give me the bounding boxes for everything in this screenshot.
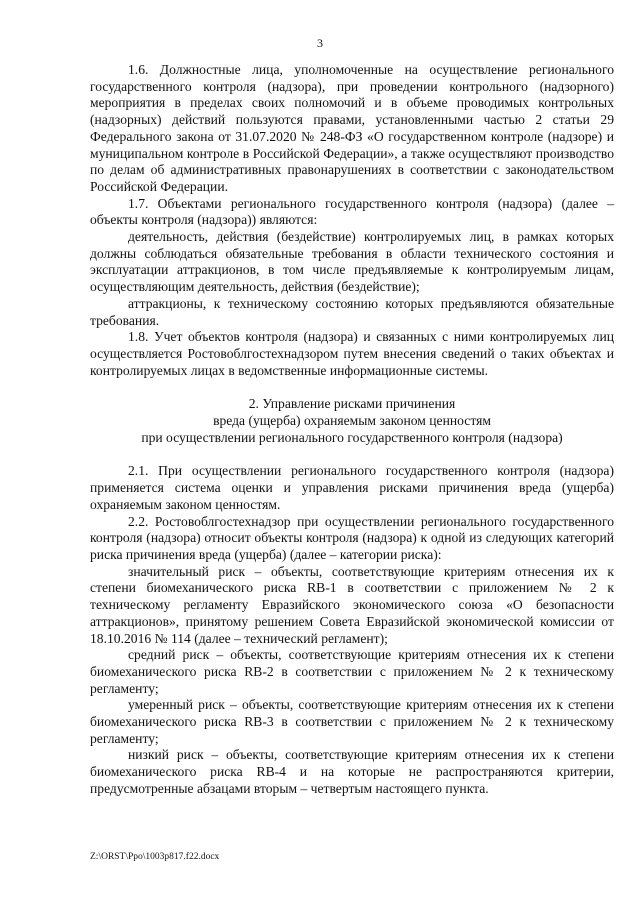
paragraph-2-2: 2.2. Ростовоблгостехнадзор при осуществлении регионального государственного контроля (надзора) относит объекты контроля (надзора) к одной из следующих категорий риска причинения вреда (ущерба) (далее – категории риска): [90, 513, 614, 562]
paragraph-1-6: 1.6. Должностные лица, уполномоченные на осуществление регионального государственного контроля (надзора), при проведении контрольного (надзорного) мероприятия в пределах своих полномочий и в объеме проводимых контрольных (надзорных) действий пользуются правами, установленными частью 2 статьи 29 Федерального закона от 31.07.2020 № 248-ФЗ «О государственном контроле (надзоре) и муниципальном контроле в Российской Федерации», а также осуществляют производство по делам об административных правонарушениях в соответствии с законодательством Российской Федерации. [90, 62, 614, 194]
section-2-title-line-2: вреда (ущерба) охраняемым законом ценностям [213, 413, 491, 429]
section-2-heading [90, 396, 614, 446]
page-number: 3 [317, 36, 323, 50]
paragraph-2-2-significant-risk: значительный риск – объекты, соответствующие критериям отнесения их к степени биомеханического риска RB-1 в соответствии с приложением № 2 к техническому регламенту Евразийского экономического союза «О безопасности аттракционов», принятому решением Совета Евразийской экономической комиссии от 18.10.2016 № 114 (далее – технический регламент); [90, 563, 614, 646]
paragraph-2-2-moderate-risk: умеренный риск – объекты, соответствующие критериям отнесения их к степени биомеханического риска RB-3 в соответствии с приложением № 2 к техническому регламенту; [90, 697, 614, 746]
footer-file-path: Z:\ORST\Ppo\1003p817.f22.docx [90, 852, 220, 862]
paragraph-2-2-low-risk: низкий риск – объекты, соответствующие критериям отнесения их к степени биомеханического риска RB-4 и на которые не распространяются критерии, предусмотренные абзацами вторым – четвертым настоящего пункта. [90, 747, 614, 796]
section-2-title-line-1: 2. Управление рисками причинения [248, 396, 456, 412]
section-2-title-line-3: при осуществлении регионального государственного контроля (надзора) [141, 429, 563, 445]
paragraph-1-8: 1.8. Учет объектов контроля (надзора) и связанных с ними контролируемых лиц осуществляется Ростовоблгостехнадзором путем внесения сведений о таких объектах и контролируемых лицах в ведомственные информационные системы. [90, 329, 614, 378]
paragraph-1-7-item-attractions: аттракционы, к техническому состоянию которых предъявляются обязательные требования. [90, 295, 614, 328]
paragraph-2-1: 2.1. При осуществлении регионального государственного контроля (надзора) применяется система оценки и управления рисками причинения вреда (ущерба) охраняемым законом ценностям. [90, 463, 614, 512]
paragraph-1-7: 1.7. Объектами регионального государственного контроля (надзора) (далее – объекты контроля (надзора)) являются: [90, 195, 614, 228]
paragraph-2-2-medium-risk: средний риск – объекты, соответствующие критериям отнесения их к степени биомеханического риска RB-2 в соответствии с приложением № 2 к техническому регламенту; [90, 647, 614, 696]
paragraph-1-7-item-activity: деятельность, действия (бездействие) контролируемых лиц, в рамках которых должны соблюдаться обязательные требования в области технического состояния и эксплуатации аттракционов, в том числе предъявляемые к контролируемым лицам, осуществляющим деятельность, действия (бездействие); [90, 229, 614, 295]
document-body [90, 62, 614, 798]
